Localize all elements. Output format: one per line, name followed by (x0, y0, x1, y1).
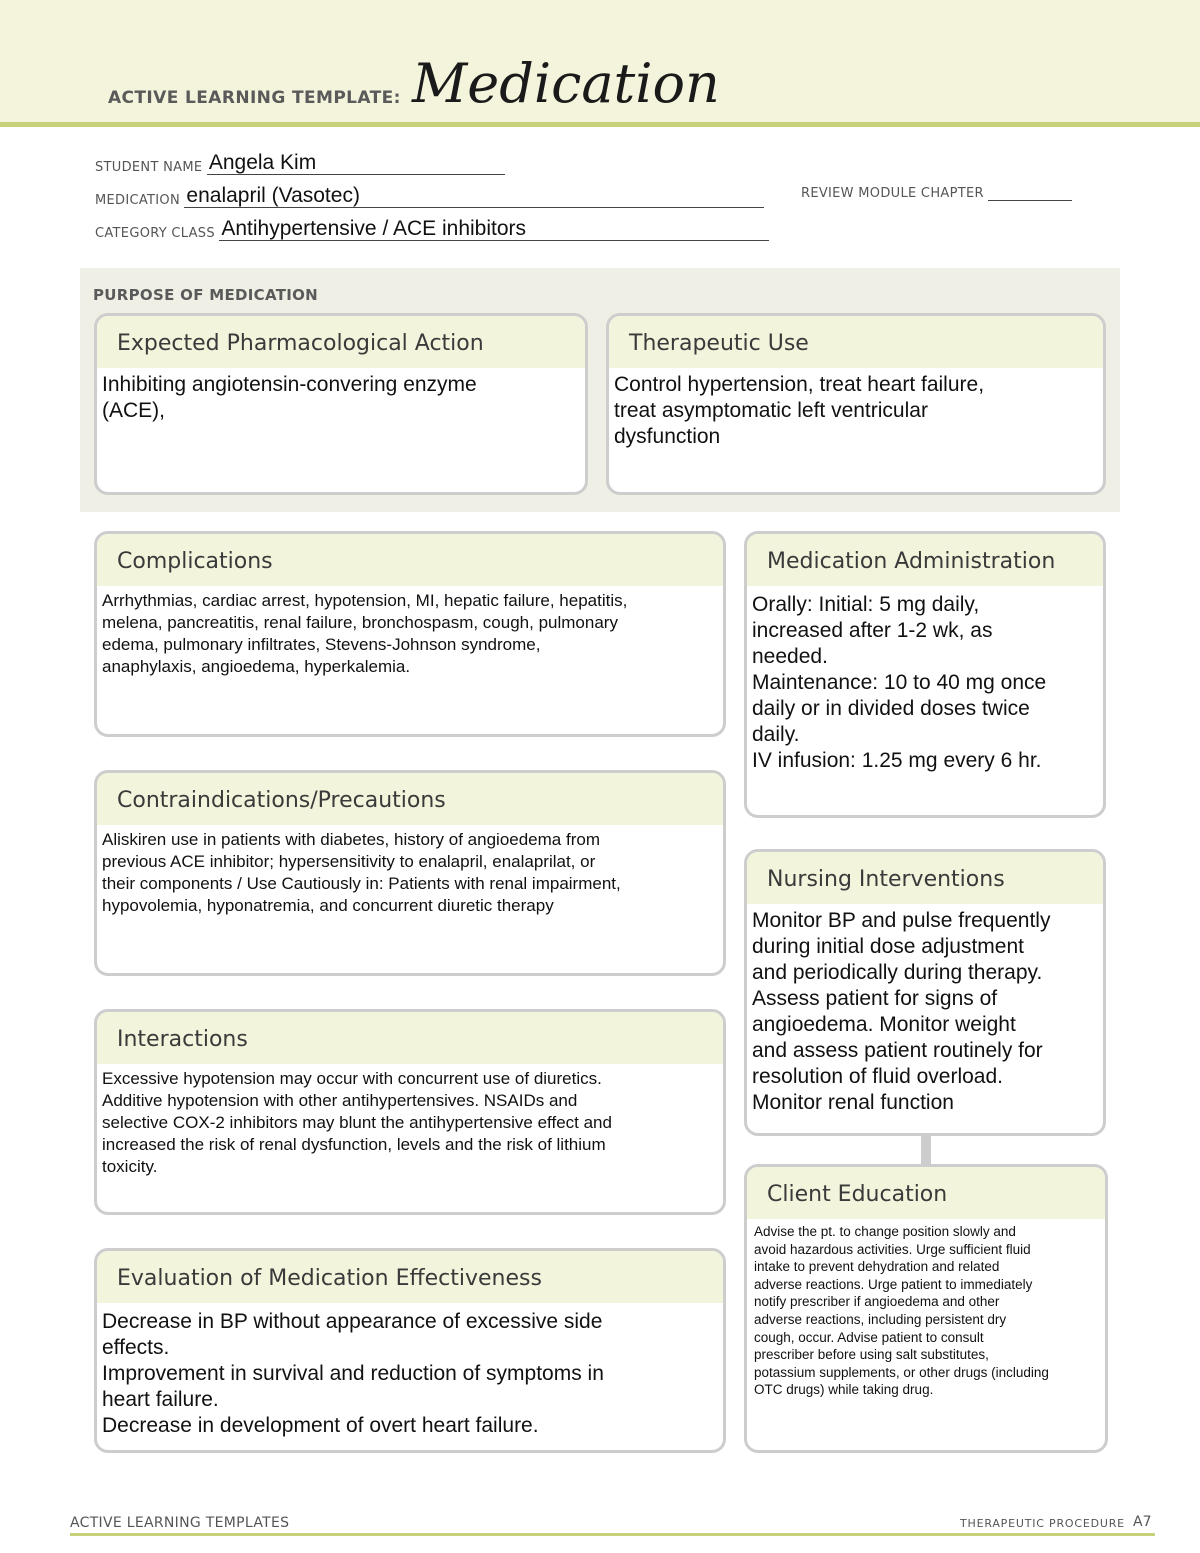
template-label: ACTIVE LEARNING TEMPLATE: (108, 88, 401, 108)
text-line: effects. (102, 1336, 170, 1359)
text-line: Excessive hypotension may occur with concurrent use of diuretics. (102, 1069, 602, 1088)
complications-card (94, 531, 726, 737)
text-line: Additive hypotension with other antihypertensives. NSAIDs and (102, 1091, 578, 1110)
interactions-body[interactable] (97, 1064, 723, 1178)
review-module-field[interactable] (988, 185, 1072, 201)
text-line: Monitor BP and pulse frequently (752, 909, 1051, 932)
text-line: melena, pancreatitis, renal failure, bronchospasm, cough, pulmonary (102, 613, 618, 632)
text-line: cough, occur. Advise patient to consult (754, 1329, 984, 1345)
text-line: Assess patient for signs of (752, 987, 998, 1010)
administration-title: Medication Administration (747, 534, 1103, 586)
text-line: hypovolemia, hyponatremia, and concurrent diuretic therapy (102, 896, 554, 915)
nursing-interventions-card (744, 849, 1106, 1136)
complications-title: Complications (97, 534, 723, 586)
interactions-card (94, 1009, 726, 1215)
text-line: dysfunction (614, 425, 721, 448)
client-education-card (744, 1164, 1108, 1453)
text-line: Arrhythmias, cardiac arrest, hypotension, MI, hepatic failure, hepatitis, (102, 591, 628, 610)
text-line: resolution of fluid overload. (752, 1065, 1003, 1088)
text-line: Inhibiting angiotensin-convering enzyme (102, 373, 477, 396)
complications-body[interactable] (97, 586, 723, 678)
interactions-title: Interactions (97, 1012, 723, 1064)
medication-field[interactable]: enalapril (Vasotec) (184, 185, 764, 208)
template-title: Medication (412, 52, 720, 115)
text-line: heart failure. (102, 1388, 219, 1411)
text-line: angioedema. Monitor weight (752, 1013, 1016, 1036)
footer-left-label: ACTIVE LEARNING TEMPLATES (70, 1515, 290, 1531)
text-line: toxicity. (102, 1157, 158, 1176)
expected-action-title: Expected Pharmacological Action (97, 316, 585, 368)
contraindications-title: Contraindications/Precautions (97, 773, 723, 825)
text-line: edema, pulmonary infiltrates, Stevens-Johnson syndrome, (102, 635, 541, 654)
text-line: during initial dose adjustment (752, 935, 1024, 958)
nursing-interventions-title: Nursing Interventions (747, 852, 1103, 904)
text-line: and periodically during therapy. (752, 961, 1043, 984)
footer-rule (70, 1533, 1155, 1536)
category-class-label: CATEGORY CLASS (95, 226, 215, 241)
text-line: needed. (752, 645, 828, 668)
medication-row (95, 185, 764, 208)
category-class-field[interactable]: Antihypertensive / ACE inhibitors (219, 218, 769, 241)
text-line: adverse reactions. Urge patient to immediately (754, 1276, 1033, 1292)
text-line: adverse reactions, including persistent dry (754, 1311, 1007, 1327)
nursing-interventions-body[interactable] (747, 904, 1103, 1116)
expected-action-body[interactable] (97, 368, 585, 424)
therapeutic-use-card (606, 313, 1106, 495)
text-line: Decrease in BP without appearance of excessive side (102, 1310, 603, 1333)
text-line: their components / Use Cautiously in: Patients with renal impairment, (102, 874, 621, 893)
header-rule (0, 122, 1200, 127)
contraindications-body[interactable] (97, 825, 723, 917)
review-module-label: REVIEW MODULE CHAPTER (801, 186, 984, 201)
text-line: IV infusion: 1.25 mg every 6 hr. (752, 749, 1042, 772)
text-line: increased after 1-2 wk, as (752, 619, 993, 642)
text-line: Decrease in development of overt heart failure. (102, 1414, 539, 1437)
text-line: and assess patient routinely for (752, 1039, 1043, 1062)
student-name-row (95, 152, 505, 175)
category-class-row (95, 218, 769, 241)
text-line: anaphylaxis, angioedema, hyperkalemia. (102, 657, 411, 676)
student-name-label: STUDENT NAME (95, 160, 203, 175)
therapeutic-use-body[interactable] (609, 368, 1103, 450)
evaluation-body[interactable] (97, 1303, 723, 1439)
contraindications-card (94, 770, 726, 976)
text-line: (ACE), (102, 399, 165, 422)
text-line: avoid hazardous activities. Urge sufficient fluid (754, 1241, 1031, 1257)
text-line: Control hypertension, treat heart failure, (614, 373, 985, 396)
client-education-body[interactable] (747, 1219, 1105, 1399)
therapeutic-use-title: Therapeutic Use (609, 316, 1103, 368)
text-line: Advise the pt. to change position slowly and (754, 1224, 1016, 1239)
student-name-field[interactable]: Angela Kim (207, 152, 505, 175)
text-line: previous ACE inhibitor; hypersensitivity to enalapril, enalaprilat, or (102, 852, 596, 871)
text-line: treat asymptomatic left ventricular (614, 399, 928, 422)
text-line: Maintenance: 10 to 40 mg once (752, 671, 1047, 694)
text-line: potassium supplements, or other drugs (including (754, 1364, 1049, 1380)
review-module-row (801, 185, 1072, 201)
evaluation-card (94, 1248, 726, 1453)
text-line: daily or in divided doses twice (752, 697, 1030, 720)
administration-card (744, 531, 1106, 818)
medication-label: MEDICATION (95, 193, 180, 208)
text-line: Aliskiren use in patients with diabetes, history of angioedema from (102, 830, 600, 849)
text-line: Monitor renal function (752, 1091, 954, 1114)
text-line: selective COX-2 inhibitors may blunt the antihypertensive effect and (102, 1113, 612, 1132)
expected-action-card (94, 313, 588, 495)
evaluation-title: Evaluation of Medication Effectiveness (97, 1251, 723, 1303)
client-education-title: Client Education (747, 1167, 1105, 1219)
text-line: increased the risk of renal dysfunction, levels and the risk of lithium (102, 1135, 606, 1154)
text-line: OTC drugs) while taking drug. (754, 1382, 934, 1398)
footer-right-label: THERAPEUTIC PROCEDURE (960, 1517, 1125, 1530)
page-number: A7 (1133, 1514, 1152, 1530)
text-line: intake to prevent dehydration and related (754, 1259, 1000, 1275)
text-line: Orally: Initial: 5 mg daily, (752, 593, 980, 616)
text-line: prescriber before using salt substitutes, (754, 1347, 989, 1363)
nursing-education-connector (921, 1134, 931, 1168)
text-line: daily. (752, 723, 800, 746)
text-line: Improvement in survival and reduction of symptoms in (102, 1362, 604, 1385)
text-line: notify prescriber if angioedema and other (754, 1294, 1000, 1310)
administration-body[interactable] (747, 586, 1103, 774)
purpose-title: PURPOSE OF MEDICATION (93, 286, 319, 304)
